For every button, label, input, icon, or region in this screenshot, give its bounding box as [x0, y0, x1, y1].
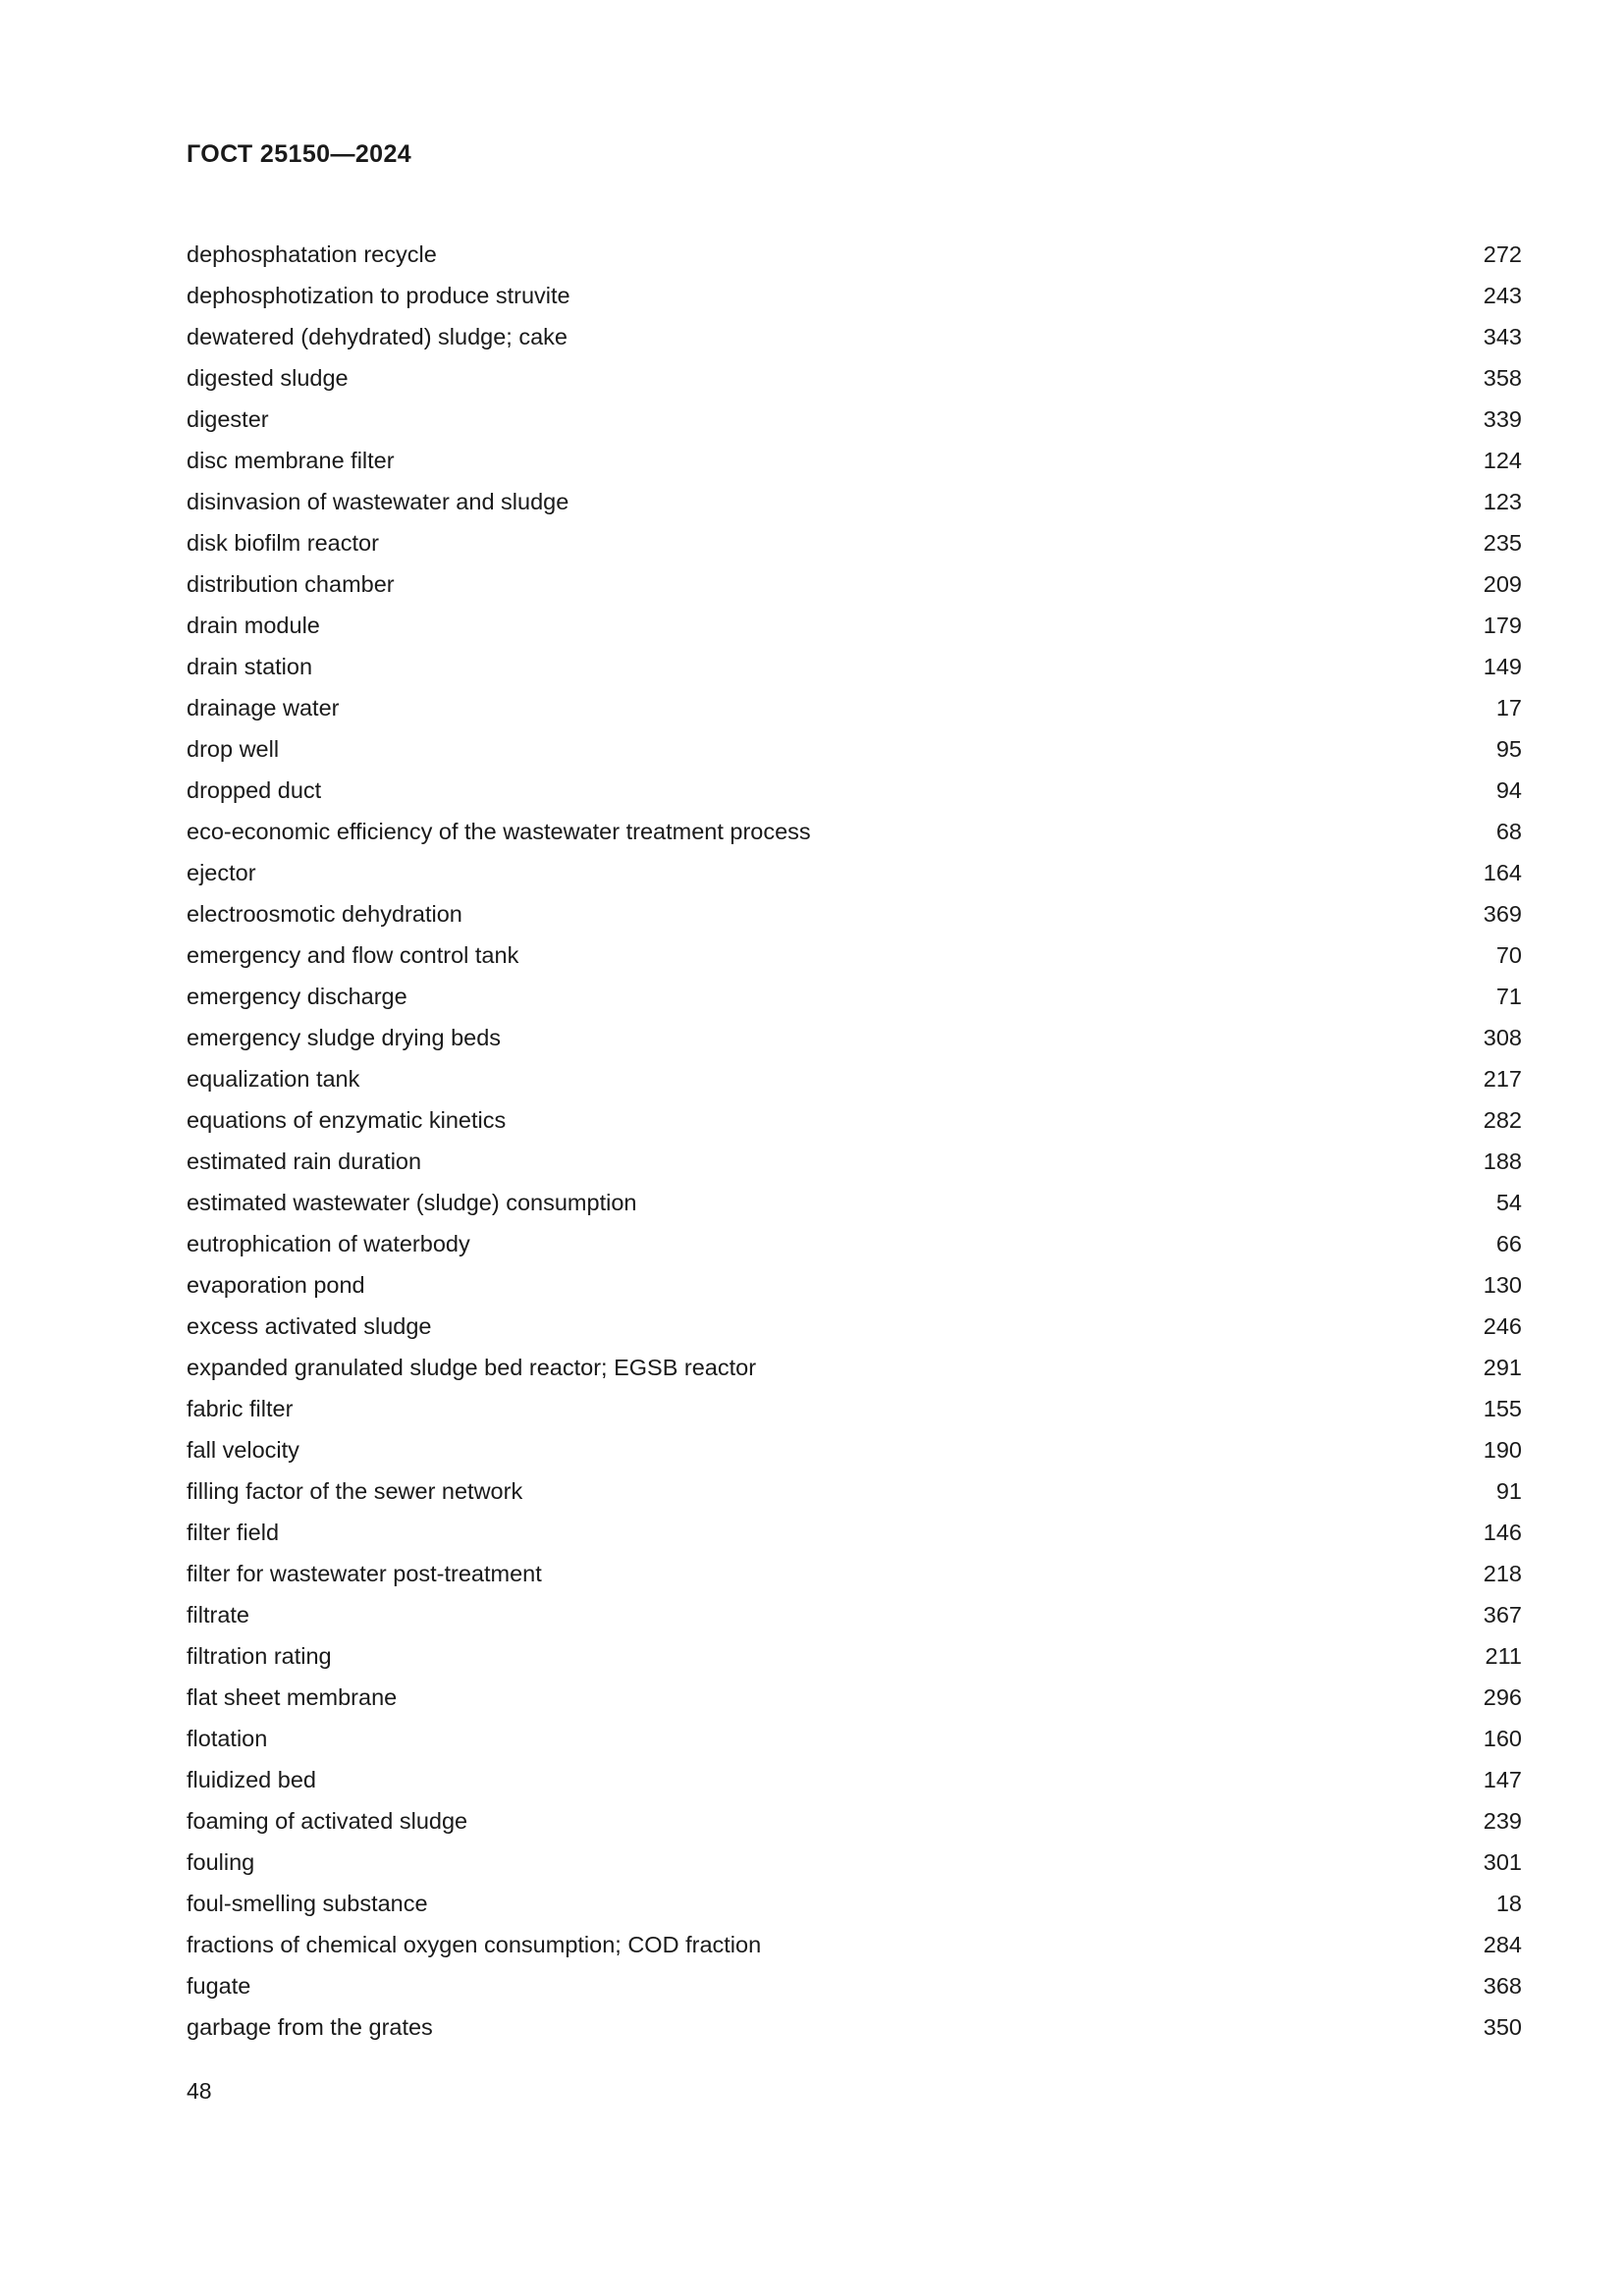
- index-entry-page: 124: [1483, 448, 1522, 473]
- index-entry: [187, 357, 1522, 399]
- index-entry: [187, 976, 1522, 1017]
- index-entry-page: 71: [1495, 984, 1522, 1009]
- index-entry: [187, 1512, 1522, 1553]
- index-entry-page: 368: [1483, 1973, 1522, 1999]
- index-entry: [187, 770, 1522, 811]
- index-entry: [187, 1759, 1522, 1800]
- index-entry-term: garbage from the grates: [187, 2014, 433, 2040]
- index-entry-page: 147: [1483, 1767, 1522, 1792]
- index-entry-page: 146: [1483, 1520, 1522, 1545]
- index-entry-page: 95: [1495, 736, 1522, 762]
- index-entry-page: 91: [1495, 1478, 1522, 1504]
- index-entry-term: eutrophication of waterbody: [187, 1231, 470, 1256]
- index-entry: [187, 1965, 1522, 2006]
- index-entry: [187, 1429, 1522, 1470]
- index-entry-page: 296: [1483, 1684, 1522, 1710]
- index-entry: [187, 893, 1522, 934]
- index-entry: [187, 1141, 1522, 1182]
- index-entry: [187, 399, 1522, 440]
- index-entry-page: 217: [1483, 1066, 1522, 1092]
- index-entry-term: dropped duct: [187, 777, 322, 803]
- index-entry-page: 68: [1495, 819, 1522, 844]
- index-entry-term: dewatered (dehydrated) sludge; cake: [187, 324, 568, 349]
- index-entry-term: estimated wastewater (sludge) consumption: [187, 1190, 637, 1215]
- index-entry-page: 343: [1483, 324, 1522, 349]
- index-entry: [187, 1800, 1522, 1842]
- index-entry-term: disk biofilm reactor: [187, 530, 379, 556]
- index-entry-term: disinvasion of wastewater and sludge: [187, 489, 569, 514]
- index-entry-term: fouling: [187, 1849, 255, 1875]
- index-entry: [187, 934, 1522, 976]
- index-entry-page: 211: [1485, 1643, 1522, 1669]
- index-entry: [187, 522, 1522, 563]
- index-entry: [187, 275, 1522, 316]
- index-entry-page: 123: [1483, 489, 1522, 514]
- index-entry: [187, 1677, 1522, 1718]
- index-entry-page: 160: [1483, 1726, 1522, 1751]
- index-entry-term: excess activated sludge: [187, 1313, 432, 1339]
- index-entry-term: expanded granulated sludge bed reactor; EGSB reactor: [187, 1355, 757, 1380]
- index-entry-term: digester: [187, 406, 269, 432]
- index-entry-term: drain station: [187, 654, 313, 679]
- index-entry-page: 70: [1495, 942, 1522, 968]
- index-entry-page: 54: [1495, 1190, 1522, 1215]
- index-entry: [187, 1635, 1522, 1677]
- index-entry: [187, 646, 1522, 687]
- index-entry: [187, 1223, 1522, 1264]
- index-entry: [187, 1553, 1522, 1594]
- index-entry: [187, 2006, 1522, 2048]
- index-entry-page: 188: [1483, 1148, 1522, 1174]
- index-entry-page: 17: [1495, 695, 1522, 721]
- index-entry-term: flat sheet membrane: [187, 1684, 398, 1710]
- index-entry-term: disc membrane filter: [187, 448, 395, 473]
- index-entry-term: ejector: [187, 860, 256, 885]
- index-entry-page: 291: [1483, 1355, 1522, 1380]
- index-entry-term: filter field: [187, 1520, 280, 1545]
- index-entry-term: equalization tank: [187, 1066, 360, 1092]
- index-entry-term: dephosphatation recycle: [187, 241, 437, 267]
- index-entry: [187, 1842, 1522, 1883]
- index-entry-term: fugate: [187, 1973, 251, 1999]
- index-entry: [187, 1388, 1522, 1429]
- index-entry-page: 18: [1495, 1891, 1522, 1916]
- index-entry-term: filling factor of the sewer network: [187, 1478, 523, 1504]
- index-entry-term: flotation: [187, 1726, 268, 1751]
- index-entry-term: drop well: [187, 736, 280, 762]
- index-entry: [187, 1883, 1522, 1924]
- index-entry-term: fractions of chemical oxygen consumption; COD fraction: [187, 1932, 762, 1957]
- index-entry-term: equations of enzymatic kinetics: [187, 1107, 507, 1133]
- index-entry: [187, 316, 1522, 357]
- index-entry: [187, 811, 1522, 852]
- index-entry-term: filter for wastewater post-treatment: [187, 1561, 542, 1586]
- index-entry: [187, 563, 1522, 605]
- index-entry-page: 358: [1483, 365, 1522, 391]
- index-entry: [187, 687, 1522, 728]
- index-entry-term: dephosphotization to produce struvite: [187, 283, 570, 308]
- index-entry-term: foul-smelling substance: [187, 1891, 428, 1916]
- index-entry-term: filtrate: [187, 1602, 249, 1628]
- index-entry: [187, 728, 1522, 770]
- index-entry-list: [187, 234, 1522, 2048]
- index-entry-term: digested sludge: [187, 365, 349, 391]
- index-entry-term: drainage water: [187, 695, 340, 721]
- index-entry-page: 164: [1483, 860, 1522, 885]
- index-entry-page: 130: [1483, 1272, 1522, 1298]
- index-entry-term: emergency and flow control tank: [187, 942, 519, 968]
- index-entry: [187, 1470, 1522, 1512]
- index-entry-page: 149: [1483, 654, 1522, 679]
- page-header: ГОСТ 25150—2024: [187, 140, 412, 168]
- index-entry-term: fall velocity: [187, 1437, 299, 1463]
- index-entry-term: drain module: [187, 613, 320, 638]
- index-entry-page: 155: [1483, 1396, 1522, 1421]
- index-entry-page: 367: [1483, 1602, 1522, 1628]
- index-entry: [187, 1182, 1522, 1223]
- index-entry: [187, 1347, 1522, 1388]
- index-entry-page: 282: [1483, 1107, 1522, 1133]
- index-entry-page: 190: [1483, 1437, 1522, 1463]
- index-entry-page: 66: [1495, 1231, 1522, 1256]
- index-entry-page: 239: [1483, 1808, 1522, 1834]
- index-entry-page: 235: [1483, 530, 1522, 556]
- index-entry: [187, 1058, 1522, 1099]
- index-entry-term: evaporation pond: [187, 1272, 365, 1298]
- footer-page-number: 48: [187, 2078, 212, 2104]
- index-entry: [187, 1718, 1522, 1759]
- index-entry-page: 350: [1483, 2014, 1522, 2040]
- index-entry-page: 308: [1483, 1025, 1522, 1050]
- index-entry-term: emergency sludge drying beds: [187, 1025, 502, 1050]
- index-entry: [187, 1017, 1522, 1058]
- index-entry: [187, 1306, 1522, 1347]
- index-entry: [187, 481, 1522, 522]
- index-entry: [187, 1264, 1522, 1306]
- index-entry-term: electroosmotic dehydration: [187, 901, 462, 927]
- index-entry: [187, 605, 1522, 646]
- index-entry-term: eco-economic efficiency of the wastewater treatment process: [187, 819, 811, 844]
- index-entry-page: 246: [1483, 1313, 1522, 1339]
- index-entry-term: distribution chamber: [187, 571, 395, 597]
- index-entry-term: filtration rating: [187, 1643, 332, 1669]
- index-entry: [187, 1594, 1522, 1635]
- index-entry-page: 284: [1483, 1932, 1522, 1957]
- index-entry-page: 339: [1483, 406, 1522, 432]
- index-entry-page: 209: [1483, 571, 1522, 597]
- index-entry: [187, 234, 1522, 275]
- index-entry-page: 218: [1483, 1561, 1522, 1586]
- index-entry: [187, 1099, 1522, 1141]
- index-entry-page: 94: [1495, 777, 1522, 803]
- index-entry: [187, 852, 1522, 893]
- index-entry-term: fluidized bed: [187, 1767, 316, 1792]
- index-entry-term: emergency discharge: [187, 984, 407, 1009]
- index-entry-page: 301: [1483, 1849, 1522, 1875]
- index-entry: [187, 1924, 1522, 1965]
- index-entry-page: 179: [1483, 613, 1522, 638]
- index-entry-page: 369: [1483, 901, 1522, 927]
- index-entry-page: 243: [1483, 283, 1522, 308]
- index-entry-term: fabric filter: [187, 1396, 294, 1421]
- index-entry-page: 272: [1483, 241, 1522, 267]
- index-entry: [187, 440, 1522, 481]
- index-entry-term: foaming of activated sludge: [187, 1808, 468, 1834]
- index-entry-term: estimated rain duration: [187, 1148, 422, 1174]
